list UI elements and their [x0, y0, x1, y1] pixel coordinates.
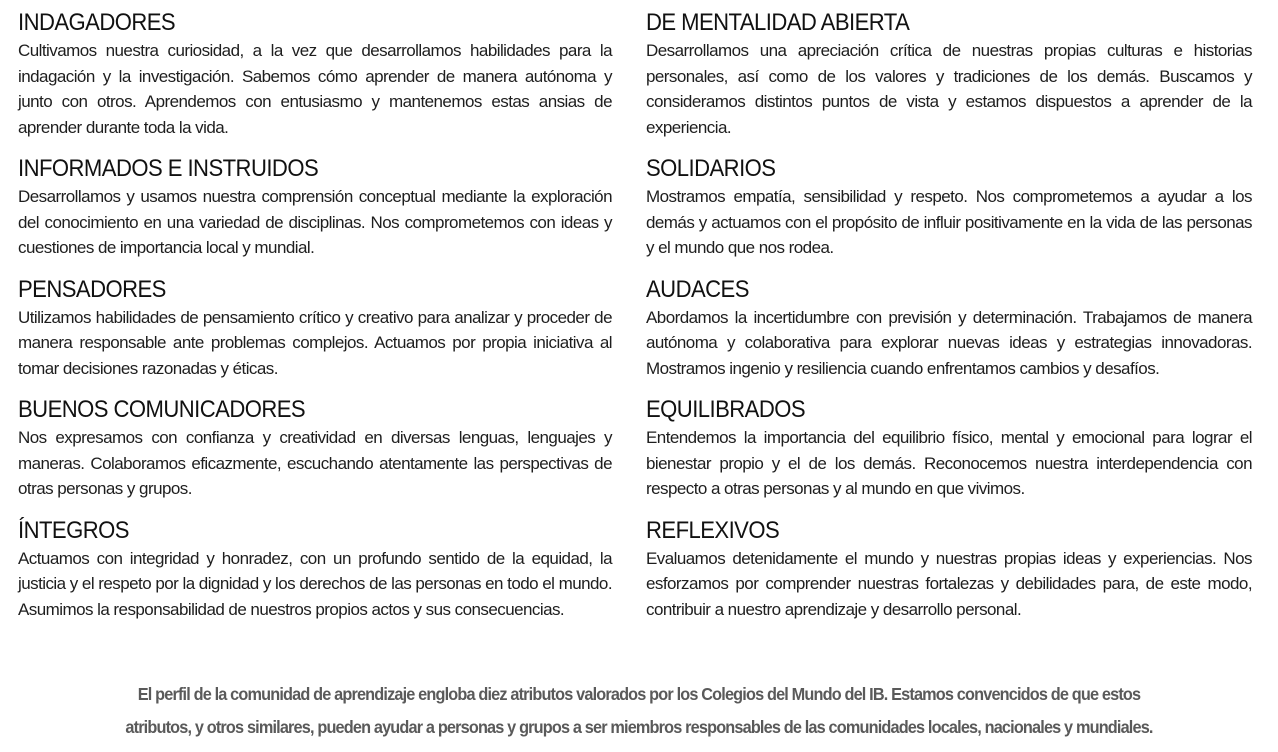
- attribute-title: PENSADORES: [18, 275, 166, 303]
- attribute-description: Evaluamos detenidamente el mundo y nuestras propias ideas y experiencias. Nos esforzamos por comprender nuestras fortalezas y debilidades para, de este modo, contribuir a nuestro aprendizaje y desarrollo personal.: [646, 548, 1252, 619]
- attribute-informados: [18, 154, 612, 261]
- right-column: [628, 8, 1278, 622]
- attribute-reflexivos: [646, 516, 1252, 623]
- attribute-title: INFORMADOS E INSTRUIDOS: [18, 155, 319, 182]
- attribute-title: ÍNTEGROS: [18, 516, 129, 544]
- attribute-description: Nos expresamos con confianza y creatividad en diversas lenguas, lenguajes y maneras. Colaboramos eficazmente, escuchando atentamente las perspectivas de otras personas y grupos.: [18, 428, 612, 498]
- attribute-indagadores: [18, 8, 612, 140]
- attribute-integros: [18, 516, 612, 623]
- attribute-description: Abordamos la incertidumbre con previsión y determinación. Trabajamos de manera autónoma y colaborativa para explorar nuevas ideas y estrategias innovadoras. Mostramos ingenio y resiliencia cuando enfrentamos cambios y desafíos.: [646, 307, 1252, 378]
- attribute-title: EQUILIBRADOS: [646, 396, 806, 423]
- attribute-description: Mostramos empatía, sensibilidad y respeto. Nos comprometemos a ayudar a los demás y actuamos con el propósito de influir positivamente en la vida de las personas y el mundo que nos rodea.: [646, 187, 1252, 257]
- attribute-title: INDAGADORES: [18, 9, 176, 36]
- attribute-description: Entendemos la importancia del equilibrio físico, mental y emocional para lograr el bienestar propio y el de los demás. Reconocemos nuestra interdependencia con respecto a otras personas y al mundo en que vivimos.: [646, 428, 1252, 498]
- attribute-description: Utilizamos habilidades de pensamiento crítico y creativo para analizar y proceder de manera responsable ante problemas complejos. Actuamos por propia iniciativa al tomar decisiones razonadas y éticas.: [18, 307, 612, 378]
- attribute-description: Actuamos con integridad y honradez, con un profundo sentido de la equidad, la justicia y el respeto por la dignidad y los derechos de las personas en todo el mundo. Asumimos la responsabilidad de nuestros propios actos y sus consecuencias.: [18, 548, 612, 619]
- attribute-solidarios: [646, 154, 1252, 261]
- attribute-pensadores: [18, 275, 612, 382]
- attribute-title: BUENOS COMUNICADORES: [18, 396, 306, 423]
- attribute-description: Desarrollamos y usamos nuestra comprensión conceptual mediante la exploración del conocimiento en una variedad de disciplinas. Nos comprometemos con ideas y cuestiones de importancia local y mundial.: [18, 187, 612, 257]
- attribute-title: AUDACES: [646, 275, 749, 303]
- footer-line-1: El perfil de la comunidad de aprendizaje engloba diez atributos valorados por los Colegios del Mundo del IB. Estamos convencidos de que estos: [137, 684, 1141, 704]
- profile-summary-footer: [0, 678, 1278, 744]
- learner-profile-columns: [0, 8, 1278, 622]
- left-column: [0, 8, 628, 622]
- attribute-mentalidad-abierta: [646, 8, 1252, 140]
- attribute-equilibrados: [646, 395, 1252, 502]
- footer-line-2: atributos, y otros similares, pueden ayudar a personas y grupos a ser miembros responsables de las comunidades locales, nacionales y mundiales.: [125, 717, 1153, 737]
- attribute-description: Desarrollamos una apreciación crítica de nuestras propias culturas e historias personales, así como de los valores y tradiciones de los demás. Buscamos y consideramos distintos puntos de vista y estamos dispuestos a aprender de la experiencia.: [646, 41, 1252, 137]
- attribute-title: SOLIDARIOS: [646, 155, 776, 182]
- attribute-description: Cultivamos nuestra curiosidad, a la vez que desarrollamos habilidades para la indagación y la investigación. Sabemos cómo aprender de manera autónoma y junto con otros. Aprendemos con entusiasmo y mantenemos estas ansias de aprender durante toda la vida.: [18, 41, 612, 137]
- attribute-title: DE MENTALIDAD ABIERTA: [646, 9, 910, 36]
- attribute-comunicadores: [18, 395, 612, 502]
- attribute-title: REFLEXIVOS: [646, 516, 780, 544]
- attribute-audaces: [646, 275, 1252, 382]
